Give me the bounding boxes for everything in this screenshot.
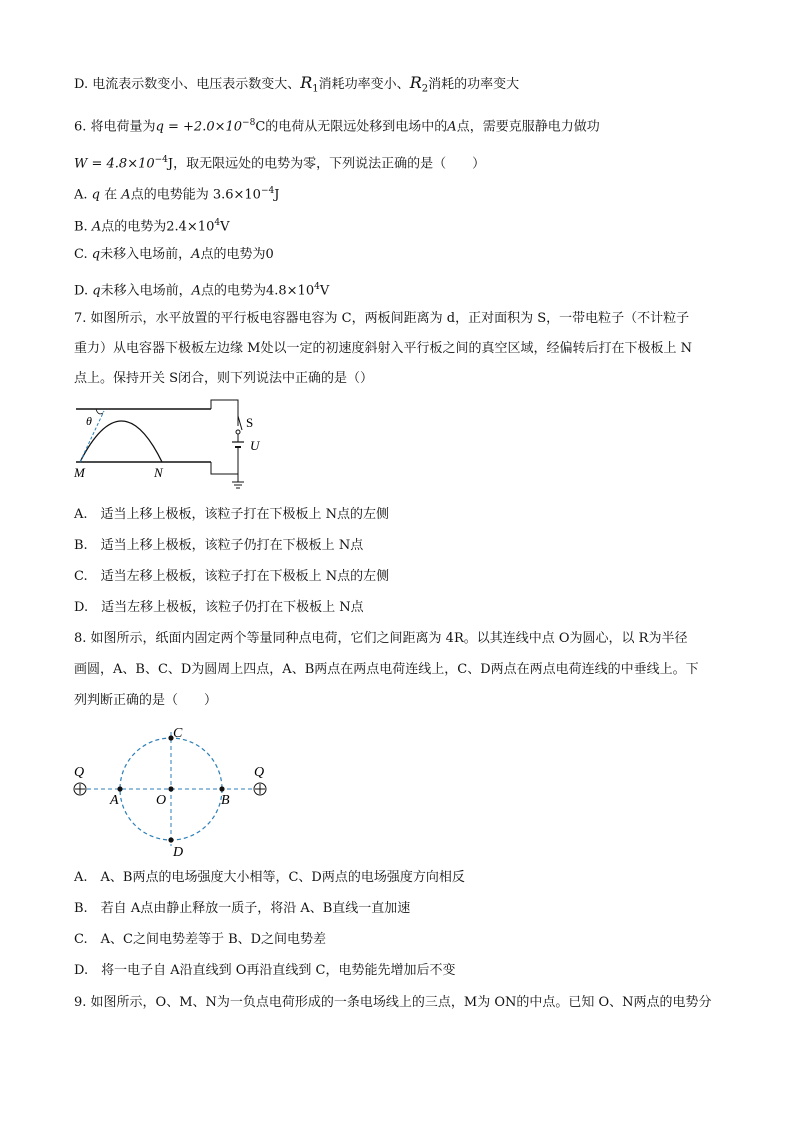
value: 4.8×10 xyxy=(265,283,315,299)
q8-option-b: B. 若自 A点由静止释放一质子，将沿 A、B直线一直加速 xyxy=(74,901,411,916)
option-label: D. xyxy=(74,283,89,299)
label-u: U xyxy=(250,438,260,453)
point-b xyxy=(219,786,224,791)
question-number: 6. xyxy=(74,119,87,135)
charge-symbol: q xyxy=(91,247,101,262)
wire-bottom xyxy=(211,462,238,474)
point-a: A xyxy=(91,219,102,235)
text: 未移入电场前， xyxy=(100,283,192,299)
exponent: −4 xyxy=(260,186,275,196)
unit: J xyxy=(274,187,280,203)
point-o xyxy=(168,786,173,791)
r2-subscript: 2 xyxy=(421,83,429,95)
text: 点的电势为 xyxy=(200,283,266,299)
charges-circle-figure xyxy=(66,722,286,858)
q6-option-d xyxy=(74,278,329,300)
q6-option-a xyxy=(74,182,279,204)
option-label: C. xyxy=(74,247,88,262)
unit: V xyxy=(319,283,330,299)
q6-option-b xyxy=(74,214,229,236)
text: 如图所示，纸面内固定两个等量同种点电荷，它们之间距离为 4R。以其连线中点 O为圆心，以 R为半径 xyxy=(90,631,688,646)
label-o: O xyxy=(156,793,167,808)
value: 3.6×10 xyxy=(212,187,261,203)
value: 2.4×10 xyxy=(166,219,215,235)
switch-s xyxy=(238,416,242,430)
value: 0 xyxy=(265,247,274,262)
text: 点的电势能为 xyxy=(130,187,209,203)
text: 消耗的功率变大 xyxy=(428,77,520,92)
charge-symbol: q xyxy=(91,187,100,203)
work-value: W = 4.8×10 xyxy=(74,156,155,172)
q8-option-c: C. A、C之间电势差等于 B、D之间电势差 xyxy=(74,932,327,947)
point-a: A xyxy=(121,187,131,203)
text: 未移入电场前， xyxy=(100,247,192,262)
option-label: B. xyxy=(74,219,88,235)
q5-option-d xyxy=(74,74,519,99)
text: 点，需要克服静电力做功 xyxy=(456,119,600,135)
q9-stem-line1 xyxy=(74,994,712,1012)
wire-top xyxy=(211,400,238,426)
point-a: A xyxy=(447,119,457,135)
theta-label: θ xyxy=(86,414,92,428)
point-a xyxy=(117,786,122,791)
capacitor-figure xyxy=(66,394,266,496)
text: ，取无限远处的电势为零，下列说法正确的是（ ） xyxy=(173,156,486,172)
unit: V xyxy=(220,219,230,235)
q7-option-a: A. 适当上移上极板，该粒子打在下极板上 N点的左侧 xyxy=(74,507,390,522)
q7-stem-line3: 点上。保持开关 S闭合，则下列说法中正确的是（） xyxy=(74,371,374,386)
q7-stem-line1 xyxy=(74,310,689,328)
point-a: A xyxy=(191,283,201,299)
question-number: 9. xyxy=(74,995,87,1010)
label-s: S xyxy=(246,415,254,430)
q8-stem-line3: 列判断正确的是（ ） xyxy=(74,693,218,708)
r2-symbol: R xyxy=(409,73,422,92)
label-q-right: Q xyxy=(254,765,265,780)
text: 电流表示数变小、电压表示数变大、 xyxy=(92,77,301,92)
option-label: D. xyxy=(74,77,89,92)
label-m: M xyxy=(74,465,85,480)
label-q-left: Q xyxy=(74,765,85,780)
text: 消耗功率变小、 xyxy=(318,77,410,92)
point-d xyxy=(168,837,173,842)
label-a: A xyxy=(110,793,119,808)
q8-stem-line2: 画圆，A、B、C、D为圆周上四点，A、B两点在两点电荷连线上，C、D两点在两点电荷连线的中垂线上。下 xyxy=(74,662,699,677)
q7-option-d: D. 适当左移上极板，该粒子仍打在下极板上 N点 xyxy=(74,600,364,615)
exponent: −4 xyxy=(154,155,168,165)
exponent: −8 xyxy=(242,118,256,128)
label-b: B xyxy=(221,793,230,808)
exponent: 4 xyxy=(214,218,221,228)
q6-stem-line1 xyxy=(74,114,600,136)
text: 如图所示，O、M、N为一负点电荷形成的一条电场线上的三点，M为 ON的中点。已知 O、N两点的电势分 xyxy=(90,995,712,1010)
charge-symbol: q xyxy=(92,283,101,299)
text: 将电荷量为 xyxy=(90,119,156,135)
question-number: 8. xyxy=(74,631,87,646)
text: 点的电势为 xyxy=(101,219,167,235)
q8-stem-line1 xyxy=(74,630,687,648)
q8-option-a: A. A、B两点的电场强度大小相等，C、D两点的电场强度方向相反 xyxy=(74,870,465,885)
label-d: D xyxy=(173,845,184,858)
charge-value: q = +2.0×10 xyxy=(155,119,243,135)
unit: C xyxy=(255,119,266,135)
question-number: 7. xyxy=(74,311,87,326)
label-n: N xyxy=(154,465,163,480)
r1-symbol: R xyxy=(300,73,313,92)
q6-option-c xyxy=(74,246,274,264)
q8-option-d: D. 将一电子自 A沿直线到 O再沿直线到 C，电势能先增加后不变 xyxy=(74,963,456,978)
exponent: 4 xyxy=(314,282,320,292)
q7-option-c: C. 适当左移上极板，该粒子打在下极板上 N点的左侧 xyxy=(74,569,390,584)
text: 的电荷从无限远处移到电场中的 xyxy=(265,119,448,135)
option-label: A. xyxy=(74,187,88,203)
particle-trajectory xyxy=(80,421,162,462)
q6-stem-line2 xyxy=(74,151,485,173)
unit: J xyxy=(167,156,174,172)
text: 如图所示，水平放置的平行板电容器电容为 C，两板间距离为 d，正对面积为 S，一带电粒子（不计粒子 xyxy=(90,311,690,326)
label-c: C xyxy=(173,726,183,741)
q7-stem-line2: 重力）从电容器下极板左边缘 M处以一定的初速度斜射入平行板之间的真空区域，经偏转后打在下极板上 N xyxy=(74,341,692,356)
switch-contact xyxy=(236,430,240,434)
text: 在 xyxy=(104,187,118,203)
q7-option-b: B. 适当上移上极板，该粒子仍打在下极板上 N点 xyxy=(74,538,364,553)
point-a: A xyxy=(191,247,201,262)
text: 点的电势为 xyxy=(200,247,266,262)
angle-arc xyxy=(96,409,103,414)
r1-subscript: 1 xyxy=(312,83,319,95)
